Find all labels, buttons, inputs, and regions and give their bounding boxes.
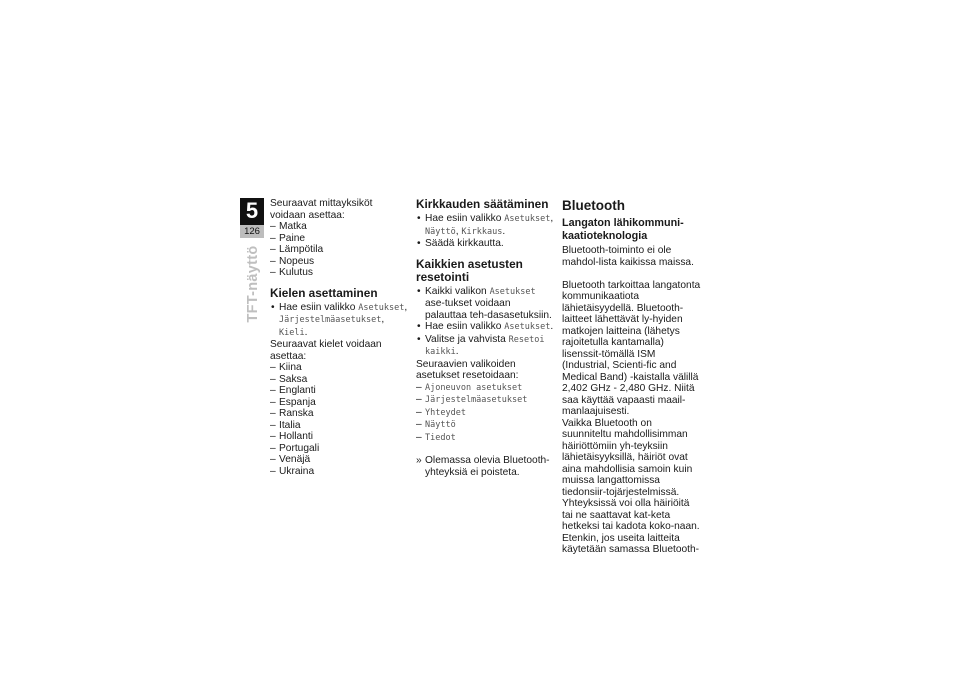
heading-bluetooth: Bluetooth	[562, 198, 625, 213]
column-1	[270, 198, 408, 477]
list-item: – Ukraina	[270, 466, 408, 478]
list-item: – Venäjä	[270, 454, 408, 466]
reset-steps	[416, 286, 554, 359]
page-number: 126	[240, 225, 264, 238]
paragraph: Bluetooth tarkoittaa langatonta kommunikaatiota lähietäisyydellä. Bluetooth-laitteet lähettävät ly-hyiden matkojen laitteina (lähetys rajoitetulla kantamalla) lisenssit-tömällä ISM (Industrial, Scienti-fic and Medical Band) -kaistalla välillä 2,402 GHz - 2,480 GHz. Niitä saa käyttää vapaasti maail-manlaajuisesti.	[562, 279, 701, 417]
menu-name: Tiedot	[425, 432, 456, 443]
menu-name: Järjestelmäasetukset	[279, 315, 382, 325]
chapter-number: 5	[245, 198, 259, 223]
brightness-steps	[416, 213, 554, 250]
separator: ,	[381, 314, 385, 325]
step-end: .	[550, 321, 554, 332]
list-item	[416, 213, 554, 238]
menu-name: Asetukset	[358, 302, 405, 313]
list-item: – Lämpötila	[270, 244, 408, 256]
list-item: • Säädä kirkkautta.	[416, 238, 554, 250]
list-item: – Ranska	[270, 408, 408, 420]
paragraph: Vaikka Bluetooth on suunniteltu mahdollisimman häiriöttömiin yh-teyksiin lähietäisyyksillä, häiriöt ovat aina mahdollisia samoin kuin muissa langattomissa tiedonsiir-tojärjestelmissä. Yhteyksissä voi olla häiriöitä tai ne saattavat kat-keta hetkeksi tai kadota koko-naan. Etenkin, jos useita laitteita käytetään samassa Bluetooth-	[562, 417, 700, 555]
heading-language: Kielen asettaminen	[270, 285, 378, 300]
step-end: .	[455, 346, 459, 357]
language-steps	[270, 302, 408, 340]
menu-name: Asetukset	[504, 322, 551, 332]
separator: ,	[550, 213, 554, 224]
list-item: – Italia	[270, 420, 408, 432]
menu-name: Kirkkaus	[461, 226, 503, 237]
separator: ,	[455, 225, 462, 237]
step-end: .	[304, 326, 308, 338]
list-item: – Hollanti	[270, 431, 408, 443]
list-item: – Kulutus	[270, 267, 408, 279]
list-item: – Espanja	[270, 397, 408, 409]
submenus-list	[416, 382, 554, 445]
units-intro: Seuraavat mittayksiköt voidaan asettaa:	[270, 198, 373, 221]
step-end: .	[502, 225, 506, 237]
menu-name: Yhteydet	[425, 407, 466, 418]
heading-reset: Kaikkien asetusten resetointi	[416, 256, 523, 284]
list-item	[416, 394, 554, 407]
heading-brightness: Kirkkauden säätäminen	[416, 197, 549, 211]
list-item: – Paine	[270, 233, 408, 245]
list-item	[416, 407, 554, 420]
step-text: Valitse ja vahvista	[425, 333, 509, 345]
note-list	[416, 455, 554, 478]
languages-list	[270, 362, 408, 477]
section-title-vertical: TFT-näyttö	[245, 245, 261, 323]
list-item	[416, 321, 554, 334]
menu-name: Järjestelmäasetukset	[425, 395, 528, 405]
list-item: – Matka	[270, 221, 408, 233]
list-item	[270, 302, 408, 340]
menu-name: Näyttö	[425, 420, 456, 430]
column-3	[562, 198, 702, 556]
list-item: – Nopeus	[270, 256, 408, 268]
list-item	[416, 334, 554, 359]
paragraph: Bluetooth-toiminto ei ole mahdol-lista kaikissa maissa.	[562, 245, 694, 268]
languages-intro: Seuraavat kielet voidaan asettaa:	[270, 339, 382, 362]
list-item	[416, 286, 554, 322]
menu-name: Näyttö	[425, 226, 456, 237]
list-item: – Englanti	[270, 385, 408, 397]
menu-name: Asetukset	[489, 286, 536, 297]
menu-name: Kieli	[279, 327, 305, 338]
step-text: Kaikki valikon	[425, 285, 490, 297]
note: » Olemassa olevia Bluetooth-yhteyksiä ei poisteta.	[416, 455, 554, 478]
step-text: ase-tukset voidaan palauttaa teh-dasasetuksiin.	[425, 298, 552, 321]
list-item: – Portugali	[270, 443, 408, 455]
step-text: Hae esiin valikko	[425, 213, 505, 224]
separator: ,	[404, 301, 408, 313]
subheading-wireless: Langaton lähikommuni-kaatioteknologia	[562, 217, 684, 242]
units-list	[270, 221, 408, 279]
list-item	[416, 432, 554, 445]
list-item	[416, 382, 554, 395]
menu-name: Resetoi kaikki	[425, 334, 545, 357]
column-2	[416, 198, 554, 478]
menu-name: Asetukset	[504, 214, 551, 224]
menu-name: Ajoneuvon asetukset	[425, 382, 523, 393]
submenus-intro: Seuraavien valikoiden asetukset resetoidaan:	[416, 358, 519, 381]
list-item	[416, 419, 554, 432]
list-item: – Kiina	[270, 362, 408, 374]
step-text: Hae esiin valikko	[425, 321, 505, 332]
step-text: Hae esiin valikko	[279, 301, 359, 313]
list-item: – Saksa	[270, 374, 408, 386]
